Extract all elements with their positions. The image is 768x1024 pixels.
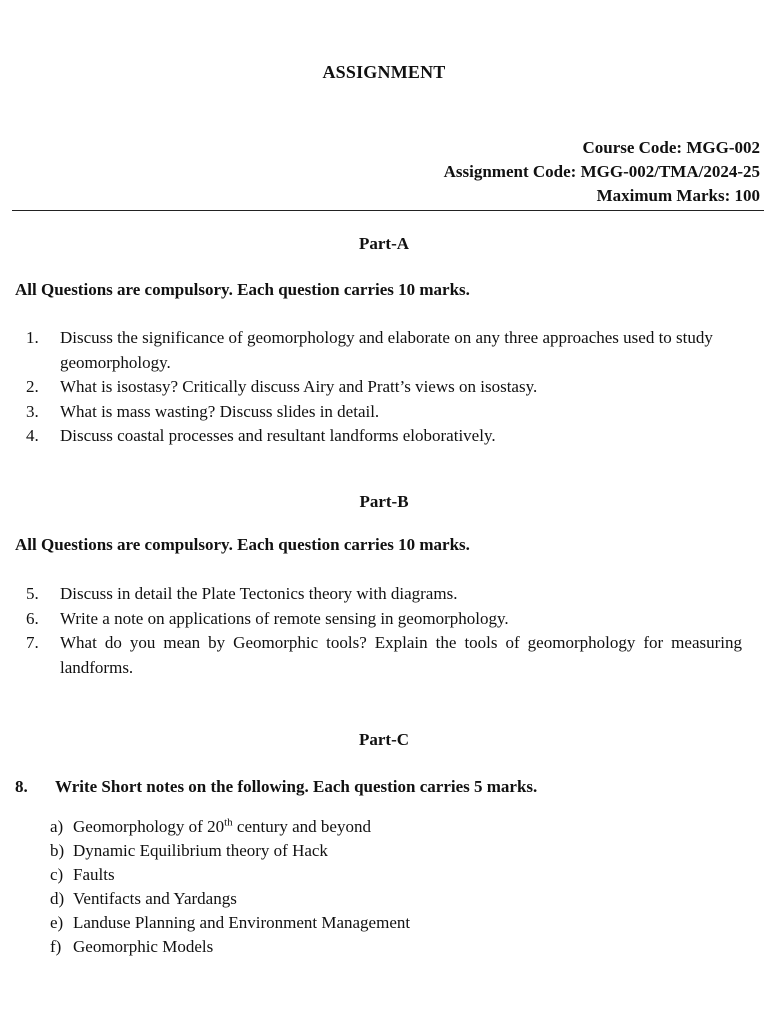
question-number: 7. bbox=[26, 633, 39, 652]
item-letter: d) bbox=[50, 889, 65, 908]
part-c-heading: Part-C bbox=[358, 730, 410, 749]
part-a-heading: Part-A bbox=[358, 234, 410, 253]
part-b-heading: Part-B bbox=[359, 492, 409, 511]
short-notes-list bbox=[50, 815, 410, 959]
item-text: Ventifacts and Yardangs bbox=[73, 889, 237, 908]
question-text: What do you mean by Geomorphic tools? Explain the tools of geomorphology for measuring landforms. bbox=[60, 633, 742, 677]
item-text: Geomorphic Models bbox=[73, 937, 214, 956]
question-item bbox=[0, 326, 768, 375]
question-item bbox=[0, 424, 768, 449]
question-item bbox=[0, 375, 768, 400]
question-number: 1. bbox=[26, 328, 39, 347]
short-note-item bbox=[50, 863, 410, 887]
question-number: 5. bbox=[26, 584, 39, 603]
item-letter: e) bbox=[50, 913, 64, 932]
item-letter: c) bbox=[50, 865, 64, 884]
item-text: Landuse Planning and Environment Management bbox=[73, 913, 411, 932]
item-letter: f) bbox=[50, 937, 62, 956]
short-note-item bbox=[50, 839, 410, 863]
question-8-heading bbox=[15, 777, 537, 797]
part-a-question-list bbox=[0, 326, 768, 449]
page-title: ASSIGNMENT bbox=[322, 62, 446, 82]
short-note-item bbox=[50, 935, 410, 959]
part-b-instructions: All Questions are compulsory. Each question carries 10 marks. bbox=[15, 535, 470, 554]
question-text: Write a note on applications of remote sensing in geomorphology. bbox=[60, 608, 509, 628]
assignment-code: Assignment Code: MGG-002/TMA/2024-25 bbox=[443, 162, 760, 181]
item-text: Dynamic Equilibrium theory of Hack bbox=[73, 841, 328, 860]
question-number: 6. bbox=[26, 608, 39, 628]
item-text-after: century and beyond bbox=[232, 817, 371, 836]
item-superscript: th bbox=[224, 816, 233, 829]
question-number: 3. bbox=[26, 401, 39, 421]
short-note-item bbox=[50, 887, 410, 911]
part-a-instructions: All Questions are compulsory. Each question carries 10 marks. bbox=[15, 280, 470, 299]
item-text: Faults bbox=[73, 865, 115, 884]
maximum-marks: Maximum Marks: 100 bbox=[596, 186, 760, 205]
question-item bbox=[0, 582, 768, 607]
question-text: Write Short notes on the following. Each question carries 5 marks. bbox=[55, 777, 538, 796]
question-text: What is isostasy? Critically discuss Airy and Pratt’s views on isostasy. bbox=[60, 377, 538, 396]
assignment-header-info bbox=[444, 136, 760, 208]
question-item bbox=[0, 400, 768, 425]
item-letter: b) bbox=[50, 841, 65, 860]
question-item bbox=[0, 631, 768, 680]
question-text: Discuss in detail the Plate Tectonics theory with diagrams. bbox=[60, 584, 458, 603]
question-text: What is mass wasting? Discuss slides in detail. bbox=[60, 401, 380, 421]
short-note-item bbox=[50, 911, 410, 935]
question-text: Discuss the significance of geomorphology and elaborate on any three approaches used to study geomorphology. bbox=[60, 328, 713, 372]
header-divider bbox=[12, 210, 764, 211]
question-text: Discuss coastal processes and resultant landforms eloboratively. bbox=[60, 426, 496, 445]
item-letter: a) bbox=[50, 817, 64, 836]
item-text-before: Geomorphology of 20 bbox=[73, 817, 225, 836]
short-note-item bbox=[50, 815, 410, 839]
question-number: 2. bbox=[26, 377, 39, 396]
part-b-question-list bbox=[0, 582, 768, 680]
question-number: 8. bbox=[15, 777, 28, 796]
question-number: 4. bbox=[26, 426, 39, 445]
question-item bbox=[0, 607, 768, 632]
course-code: Course Code: MGG-002 bbox=[582, 138, 760, 157]
